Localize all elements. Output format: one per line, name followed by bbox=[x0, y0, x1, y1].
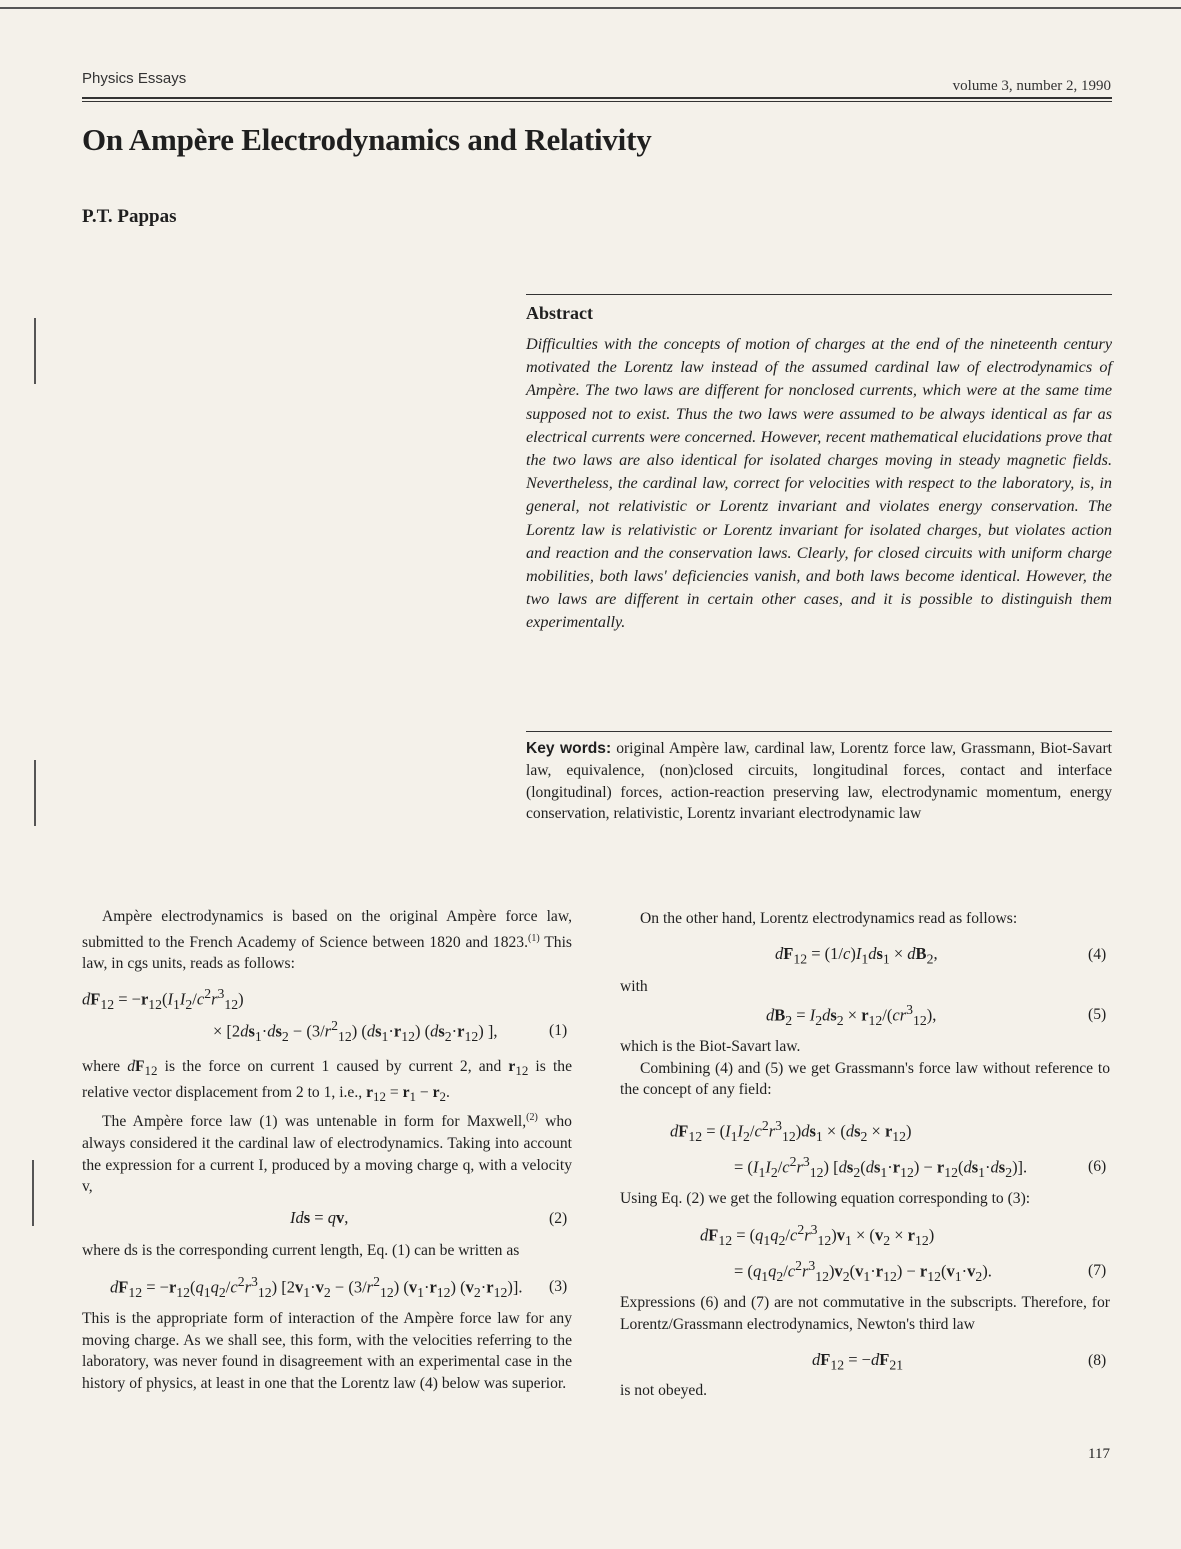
keywords-text: original Ampère law, cardinal law, Lorentz force law, Grassmann, Biot-Savart law, equivalence, (non)closed circuits, longitudinal forces, contact and interface (longitudinal) forces, action-reaction preserving law, electrodynamic momentum, energy conservation, relativistic, Lorentz invariant electrodynamic law bbox=[526, 740, 1112, 823]
right-para-6: is not obeyed. bbox=[620, 1382, 708, 1399]
equation-6-line-1: $dF_{12} = (I_1I_2/c^2r^3_{12})ds_1 \times (ds_2 \times r_{12})$ bbox=[670, 1118, 912, 1144]
equation-1-line-1: $dF_{12} = -r_{12}(I_1I_2/c^2r^3_{12})$ bbox=[82, 986, 244, 1012]
with-text: with bbox=[620, 978, 648, 995]
equation-2: Ids = qv, bbox=[290, 1208, 349, 1227]
journal-name: Physics Essays bbox=[82, 70, 187, 87]
equation-2-number: (2) bbox=[549, 1210, 568, 1227]
header-rule bbox=[82, 97, 1112, 99]
equation-3: $dF_{12} = -r_{12}(q_1q_2/c^2r^3_{12}) [2v_1\cdot v_2 - (3/r^2_{12})$ $(v_1\cdot r_{12})$ $(v_2\cdot r_{12})$]. bbox=[110, 1274, 523, 1300]
right-para-4: Using Eq. (2) we get the following equation corresponding to (3): bbox=[620, 1190, 1031, 1207]
article-title: On Ampère Electrodynamics and Relativity bbox=[82, 122, 652, 157]
keywords-rule bbox=[526, 731, 1112, 732]
equation-6-line-2: = $(I_1I_2/c^2r^3_{12}) [ds_2(ds_1\cdot r_{12}) - r_{12}(ds_1\cdot ds_2)]$. bbox=[734, 1154, 1028, 1180]
margin-mark bbox=[32, 1160, 34, 1226]
equation-5-number: (5) bbox=[1088, 1006, 1107, 1023]
equation-7-number: (7) bbox=[1088, 1262, 1107, 1279]
header-rule-thin bbox=[82, 101, 1112, 102]
equation-1-line-2: × [$2ds_1\cdot ds_2 - (3/r^2_{12})$ $(ds_1\cdot r_{12})$ $(ds_2\cdot r_{12})$ ], bbox=[213, 1018, 498, 1044]
keywords-label: Key words: bbox=[526, 740, 612, 757]
right-para-5: Expressions (6) and (7) are not commutative in the subscripts. Therefore, for Lorentz/Grassmann electrodynamics, Newton's third law bbox=[620, 1294, 1110, 1333]
abstract-text: Difficulties with the concepts of motion of charges at the end of the nineteenth century motivated the Lorentz law instead of the assumed cardinal law of electrodynamics of Ampère. The two laws are different for nonclosed currents, which were at the same time supposed not to exist. Thus the two laws were assumed to be always identical as far as electrical currents were concerned. However, recent mathematical elucidations prove that the two laws are also identical for isolated charges moving in steady magnetic fields. Nevertheless, the cardinal law, correct for velocities with respect to the laboratory, is, in general, not relativistic or Lorentz invariant and violates energy conservation. The Lorentz law is relativistic or Lorentz invariant for isolated charges, but violates action and reaction and the conservation laws. Clearly, for closed circuits with uniform charge mobilities, both laws' deficiencies vanish, and both laws become identical. However, the two laws are different in certain other cases, and it is possible to distinguish them experimentally. bbox=[526, 335, 1112, 632]
left-para-1: Ampère electrodynamics is based on the original Ampère force law, submitted to the French Academy of Science between 1820 and 1823.$^{(1)}$ This law, in cgs units, reads as follows: bbox=[82, 908, 573, 973]
equation-7-line-2: = $(q_1q_2/c^2r^3_{12})v_2(v_1\cdot r_{12}) - r_{12}(v_1\cdot v_2)$. bbox=[734, 1258, 992, 1284]
page-number: 117 bbox=[1088, 1446, 1110, 1462]
right-para-2: which is the Biot-Savart law. Combining (4) and (5) we get Grassmann's force law without reference to the concept of any field: bbox=[620, 1038, 1110, 1099]
right-para-1: On the other hand, Lorentz electrodynamics read as follows: bbox=[640, 910, 1018, 927]
abstract-heading: Abstract bbox=[526, 303, 593, 323]
equation-8: $dF_{12} = -dF_{21}$ bbox=[812, 1350, 904, 1373]
keywords bbox=[526, 738, 1112, 825]
margin-mark bbox=[34, 760, 36, 826]
page-top-edge bbox=[0, 7, 1181, 9]
equation-4: $dF_{12} = (1/c)I_1ds_1 \times dB_2$, bbox=[775, 944, 938, 967]
equation-5: $dB_2 = I_2ds_2 \times r_{12}/(cr^3_{12})$, bbox=[766, 1002, 937, 1028]
equation-6-number: (6) bbox=[1088, 1158, 1107, 1175]
author: P.T. Pappas bbox=[82, 206, 177, 227]
margin-mark bbox=[34, 318, 36, 384]
equation-1-number: (1) bbox=[549, 1022, 568, 1039]
left-para-2: where $dF_{12}$ is the force on current 1 caused by current 2, and $r_{12}$ is the relative vector displacement from 2 to 1, i.e., $r_{12} = r_1 - r_2$. The Ampère force law (1) was untenable in form for Maxwell,$^{(2)}$ who always considered it the cardinal law of electrodynamics. Taking into account the expression for a current I, produced by a moving charge q, with a velocity v, bbox=[82, 1058, 573, 1196]
abstract-rule bbox=[526, 294, 1112, 295]
equation-7-line-1: $dF_{12} = (q_1q_2/c^2r^3_{12})v_1 \times (v_2 \times r_{12})$ bbox=[700, 1222, 935, 1248]
left-para-4: where ds is the corresponding current length, Eq. (1) can be written as bbox=[82, 1242, 520, 1259]
left-para-5: This is the appropriate form of interaction of the Ampère force law for any moving charge. As we shall see, this form, with the velocities referring to the laboratory, was never found in disagreement with an experimental case in the history of physics, at least in one that the Lorentz law (4) below was superior. bbox=[82, 1310, 572, 1392]
volume-info: volume 3, number 2, 1990 bbox=[952, 78, 1111, 94]
equation-3-number: (3) bbox=[549, 1278, 568, 1295]
equation-4-number: (4) bbox=[1088, 946, 1107, 963]
equation-8-number: (8) bbox=[1088, 1352, 1107, 1369]
